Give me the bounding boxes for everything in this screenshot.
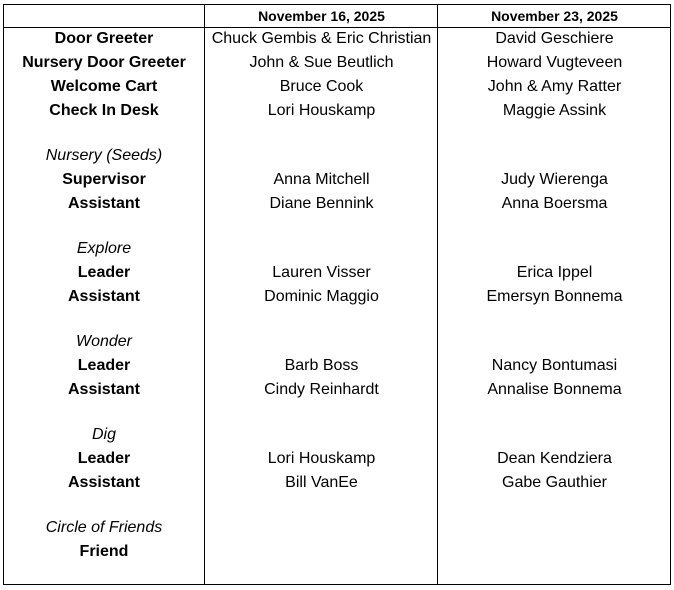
role-label: Assistant — [67, 474, 141, 491]
volunteer-name: Dominic Maggio — [264, 288, 379, 305]
volunteer-name — [439, 542, 670, 562]
role-label: Welcome Cart — [50, 78, 158, 95]
volunteer-name: Diane Bennink — [269, 195, 374, 212]
volunteer-name: Bruce Cook — [279, 78, 364, 95]
role-label: Nursery Door Greeter — [22, 54, 186, 71]
volunteer-name: Annalise Bonnema — [487, 381, 622, 398]
role-label: Assistant — [67, 381, 141, 398]
section-title: Nursery (Seeds) — [45, 147, 163, 164]
role-label: Leader — [77, 264, 131, 281]
volunteer-name: David Geschiere — [495, 30, 614, 47]
role-label: Friend — [79, 543, 129, 560]
section-title: Wonder — [75, 333, 133, 350]
volunteer-name: Emersyn Bonnema — [486, 288, 623, 305]
role-label: Door Greeter — [54, 30, 154, 47]
section-title: Dig — [91, 426, 116, 443]
header-date-nov23: November 23, 2025 — [491, 8, 618, 24]
role-label: Assistant — [67, 288, 141, 305]
role-label: Check In Desk — [49, 102, 159, 119]
volunteer-name: Anna Boersma — [501, 195, 608, 212]
volunteer-name: Howard Vugteveen — [486, 54, 623, 71]
volunteer-name — [205, 542, 438, 562]
volunteer-name: Maggie Assink — [502, 102, 607, 119]
header-role-column — [4, 5, 204, 27]
role-label: Leader — [77, 450, 131, 467]
volunteer-name: Dean Kendziera — [497, 450, 612, 467]
volunteer-schedule-table — [3, 4, 671, 585]
volunteer-name: Lori Houskamp — [267, 102, 376, 119]
volunteer-name: Anna Mitchell — [273, 171, 370, 188]
volunteer-name: Chuck Gembis & Eric Christian — [211, 30, 432, 47]
volunteer-name: John & Sue Beutlich — [249, 54, 394, 71]
role-label: Supervisor — [62, 171, 146, 188]
volunteer-name: John & Amy Ratter — [487, 78, 622, 95]
header-divider — [4, 27, 670, 28]
volunteer-name: Gabe Gauthier — [502, 474, 607, 491]
volunteer-name: Lauren Visser — [272, 264, 371, 281]
volunteer-name: Lori Houskamp — [267, 450, 376, 467]
volunteer-name: Erica Ippel — [516, 264, 593, 281]
header-date-nov16: November 16, 2025 — [258, 8, 385, 24]
role-label: Assistant — [67, 195, 141, 212]
section-title: Circle of Friends — [45, 519, 163, 536]
volunteer-name: Cindy Reinhardt — [264, 381, 379, 398]
section-title: Explore — [76, 240, 132, 257]
volunteer-name: Judy Wierenga — [501, 171, 608, 188]
volunteer-name: Barb Boss — [284, 357, 359, 374]
volunteer-name: Nancy Bontumasi — [491, 357, 618, 374]
role-label: Leader — [77, 357, 131, 374]
volunteer-name: Bill VanEe — [285, 474, 358, 491]
